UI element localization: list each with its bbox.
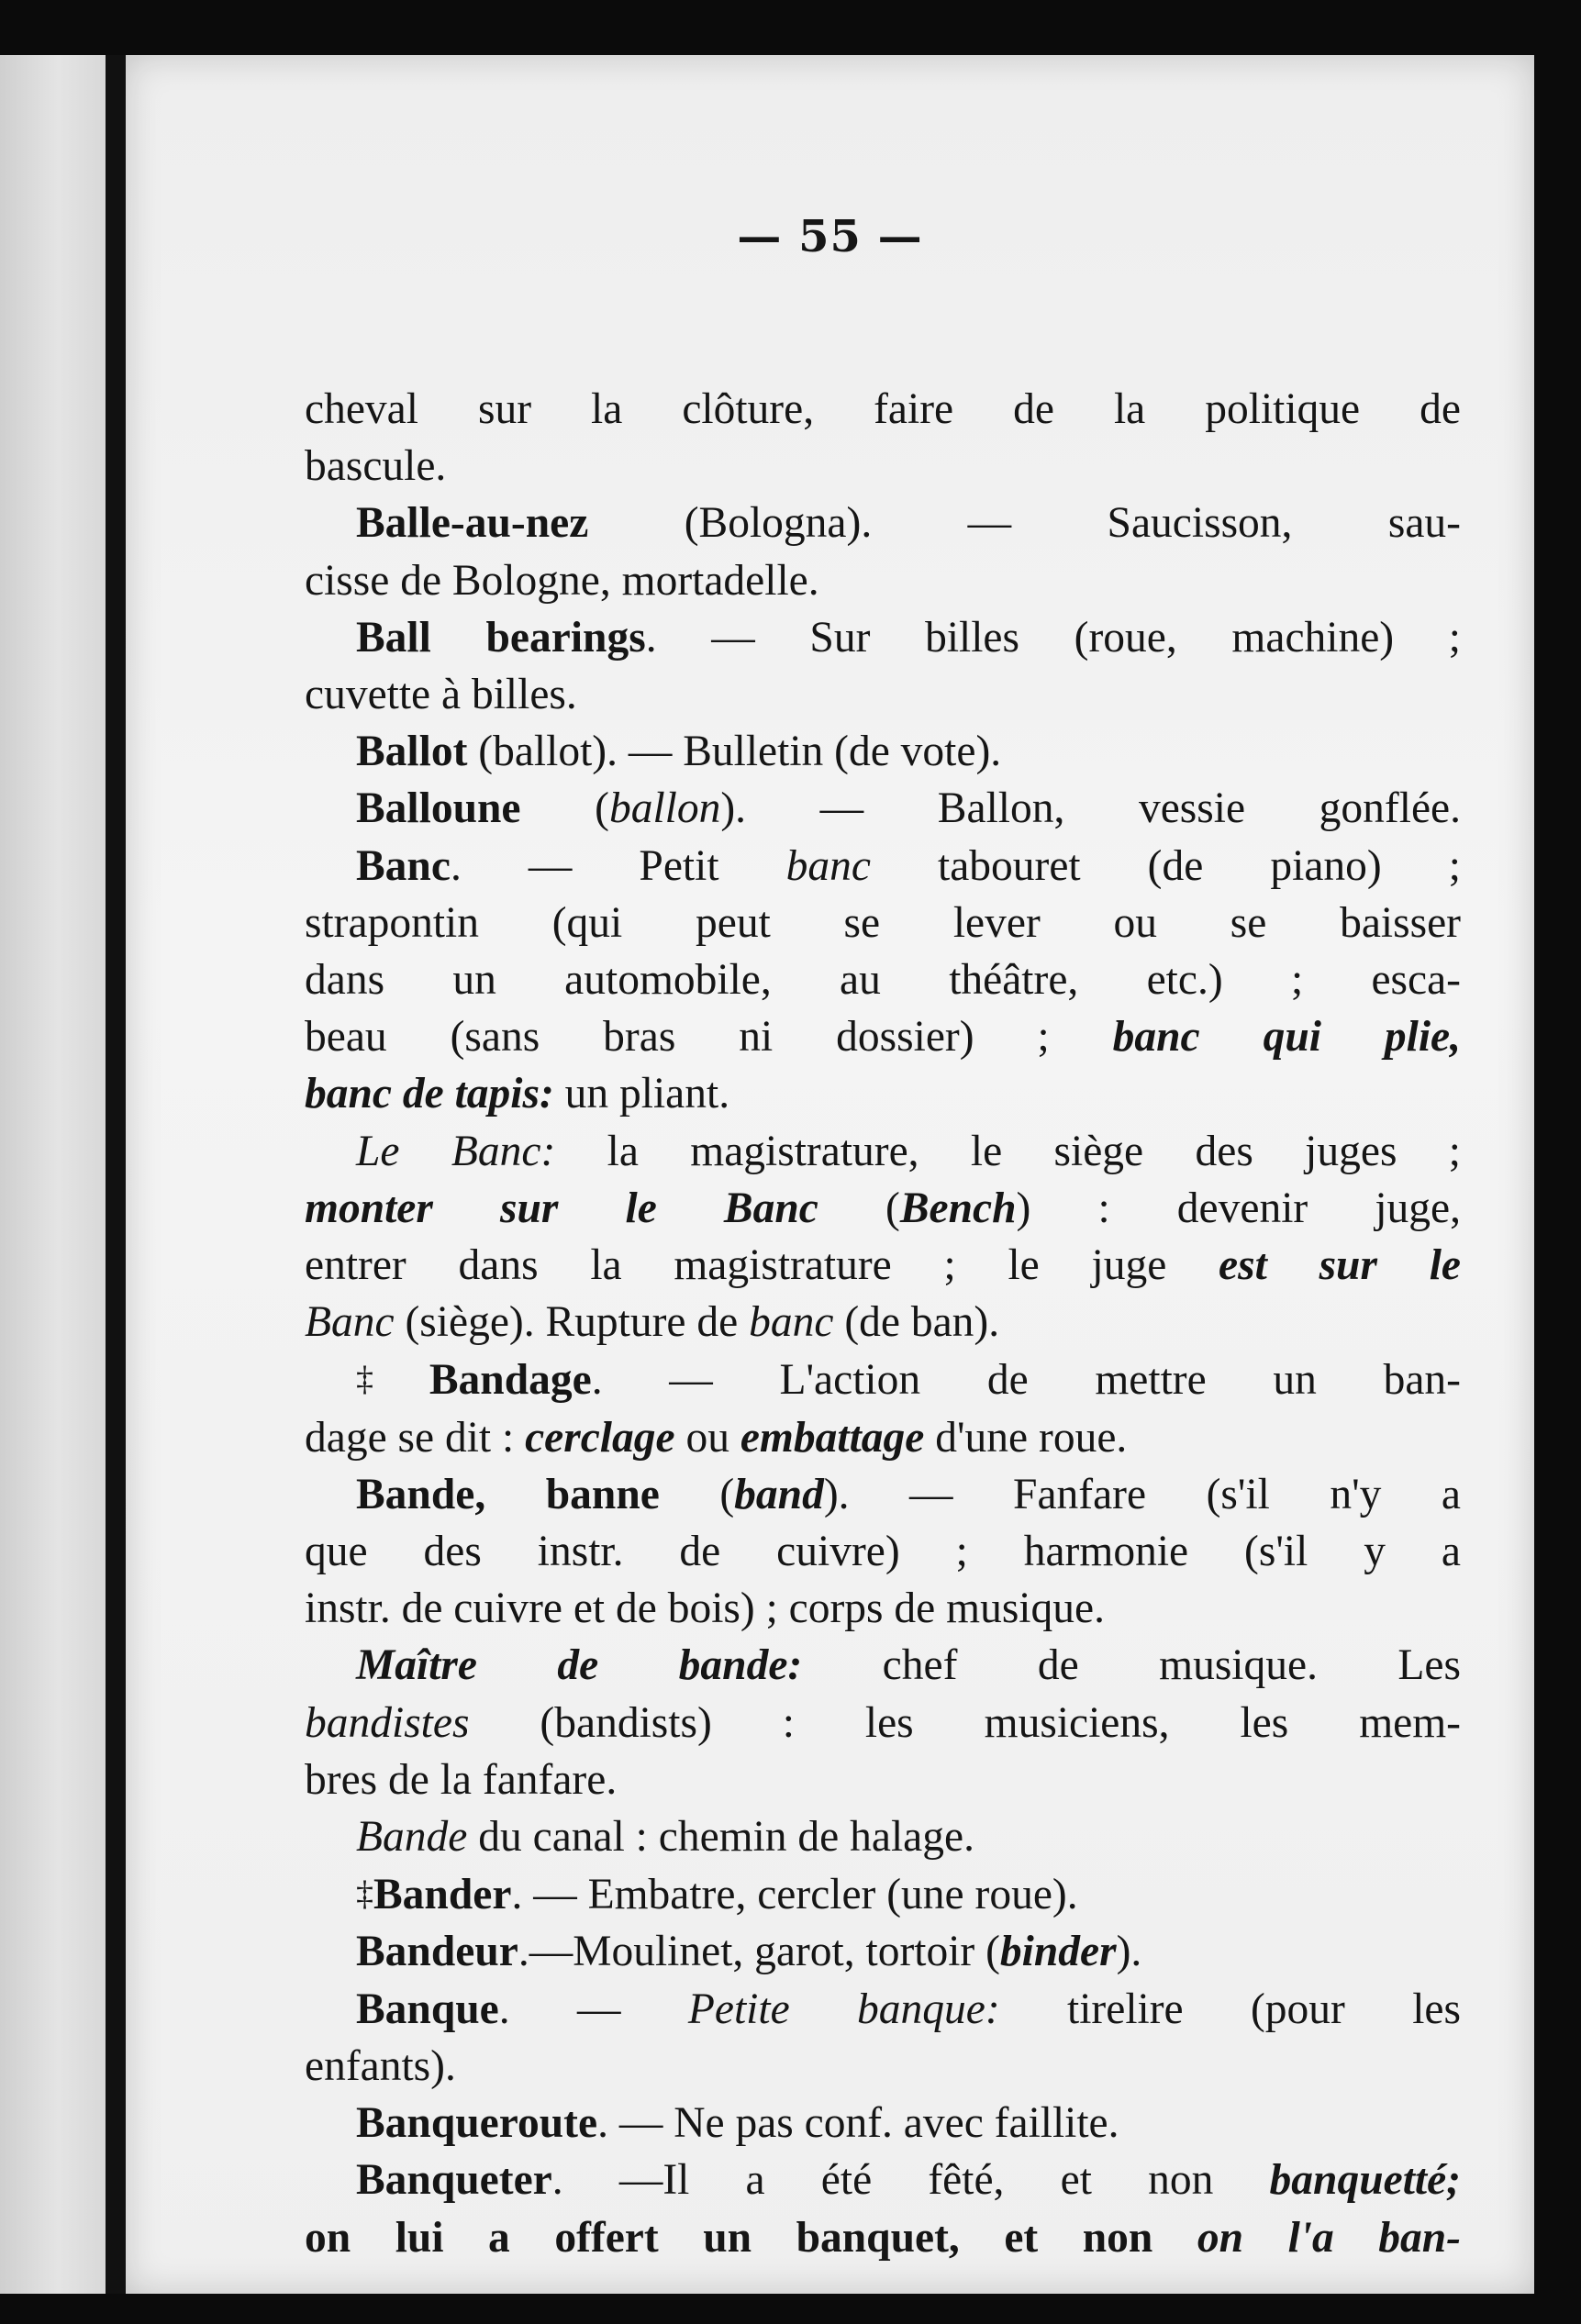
text-line: Maître de bande: chef de musique. Les	[356, 1641, 1461, 1690]
entry-bandage: ‡Bandage. — L'action de mettre un ban-	[356, 1356, 1462, 1405]
text-line: monter sur le Banc (Bench) : devenir juge,	[305, 1184, 1461, 1232]
book-gutter	[106, 55, 126, 2294]
entry-balloune: Balloune (ballon). — Ballon, vessie gonflée.	[356, 784, 1461, 833]
entry-banque: Banque. — Petite banque: tirelire (pour les	[356, 1985, 1461, 2033]
text-line: dans un automobile, au théâtre, etc.) ; esca-	[305, 956, 1461, 1005]
entry-banqueroute: Banqueroute. — Ne pas conf. avec faillite.	[356, 2099, 1119, 2148]
entry-banqueter: Banqueter. —Il a été fêté, et non banquetté;	[356, 2156, 1461, 2205]
text-line: bres de la fanfare.	[305, 1755, 618, 1804]
dagger-mark: ‡	[356, 1360, 429, 1399]
dagger-mark: ‡	[356, 1874, 373, 1914]
entry-bande: Bande, banne (band). — Fanfare (s'il n'y a	[356, 1470, 1462, 1518]
text-line: cheval sur la clôture, faire de la politique de	[305, 385, 1461, 433]
page-text	[305, 381, 1461, 2266]
text-line: banc de tapis: un pliant.	[305, 1070, 730, 1118]
text-line: entrer dans la magistrature ; le juge est sur le	[305, 1241, 1461, 1290]
entry-ballot: Ballot (ballot). — Bulletin (de vote).	[356, 728, 1002, 776]
text-line: Bande du canal : chemin de halage.	[356, 1813, 974, 1862]
text-line: cisse de Bologne, mortadelle.	[305, 556, 819, 605]
text-line: on lui a offert un banquet, et non on l'a ban-	[305, 2213, 1461, 2262]
entry-banc: Banc. — Petit banc tabouret (de piano) ;	[356, 841, 1462, 890]
entry-bandeur: Bandeur.—Moulinet, garot, tortoir (binder).	[356, 1928, 1142, 1976]
text-line: Le Banc: la magistrature, le siège des juges ;	[356, 1127, 1461, 1175]
text-line: beau (sans bras ni dossier) ; banc qui plie,	[305, 1013, 1462, 1062]
text-line: bandistes (bandists) : les musiciens, les mem-	[305, 1698, 1461, 1747]
scan-border	[1534, 55, 1581, 2294]
page-number: — 55 —	[737, 211, 923, 262]
text-line: strapontin (qui peut se lever ou se baisser	[305, 898, 1461, 947]
entry-bander: ‡Bander. — Embatre, cercler (une roue).	[356, 1871, 1078, 1919]
text-line: bascule.	[305, 442, 447, 491]
text-line: dage se dit : cerclage ou embattage d'une roue.	[305, 1413, 1128, 1462]
entry-balle-au-nez: Balle-au-nez (Bologna). — Saucisson, sau-	[356, 499, 1461, 548]
text-line: enfants).	[305, 2041, 456, 2090]
previous-page-edge	[0, 55, 106, 2294]
text-line: instr. de cuivre et de bois) ; corps de musique.	[305, 1585, 1105, 1633]
text-line: cuvette à billes.	[305, 671, 577, 719]
text-line: Banc (siège). Rupture de banc (de ban).	[305, 1298, 1000, 1347]
text-line: que des instr. de cuivre) ; harmonie (s'il y a	[305, 1528, 1461, 1576]
entry-ball-bearings: Ball bearings. — Sur billes (roue, machine) ;	[356, 613, 1461, 662]
page	[126, 55, 1534, 2294]
